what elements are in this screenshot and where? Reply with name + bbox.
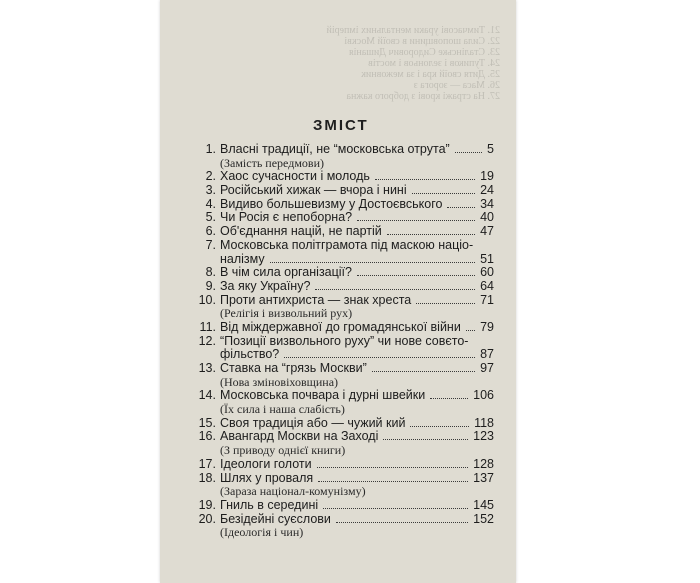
leader-dots bbox=[318, 480, 468, 482]
page-title: ЗМІСТ bbox=[313, 117, 369, 134]
toc-entry-title: Ставка на “грязь Москви” bbox=[220, 361, 367, 375]
toc-page-number: 152 bbox=[473, 511, 494, 526]
toc-page-number: 64 bbox=[480, 278, 494, 293]
toc-entry bbox=[198, 430, 494, 444]
table-of-contents bbox=[198, 143, 494, 540]
leader-dots bbox=[284, 356, 475, 358]
toc-entry bbox=[198, 294, 494, 308]
toc-entry-number: 5. bbox=[205, 210, 216, 225]
toc-page-number: 118 bbox=[474, 415, 494, 430]
toc-page-number: 40 bbox=[480, 210, 494, 225]
toc-entry-number: 6. bbox=[205, 224, 216, 239]
toc-entry-title: Безідейні суєслови bbox=[220, 511, 331, 526]
toc-entry bbox=[198, 170, 494, 184]
toc-entry-title: Об'єднання націй, не партій bbox=[220, 224, 382, 239]
toc-entry-title: Гниль в середині bbox=[220, 497, 319, 512]
toc-entry bbox=[198, 362, 494, 376]
toc-entry-title: Проти антихриста — знак хреста bbox=[220, 292, 412, 307]
toc-entry bbox=[198, 266, 494, 280]
toc-entry-number: 8. bbox=[205, 265, 216, 280]
toc-subtitle: (Їх сила і наша слабість) bbox=[220, 402, 345, 417]
toc-entry-title: Російський хижак — вчора і нині bbox=[220, 183, 407, 198]
toc-entry-number: 16. bbox=[198, 429, 216, 444]
toc-entry-number: 10. bbox=[198, 292, 216, 307]
toc-page-number: 19 bbox=[480, 169, 494, 184]
toc-entry-title: Авангард Москви на Заході bbox=[220, 429, 379, 444]
toc-page-number: 123 bbox=[473, 429, 494, 444]
leader-dots bbox=[317, 466, 468, 468]
toc-subtitle-row bbox=[198, 376, 494, 390]
toc-entry-number: 4. bbox=[205, 196, 216, 211]
toc-page-number: 51 bbox=[480, 251, 494, 266]
toc-subtitle: (Нова змінoвіховщина) bbox=[220, 374, 339, 389]
toc-page-number: 71 bbox=[480, 292, 494, 307]
toc-entry-number: 19. bbox=[198, 497, 216, 512]
bleed-line: 21. Тимчасові ураки ментальних імперій bbox=[326, 25, 500, 36]
toc-subtitle: (Ідеологія і чин) bbox=[220, 525, 304, 540]
leader-dots bbox=[357, 274, 475, 276]
toc-entry-title: В чім сила організації? bbox=[220, 265, 352, 280]
toc-page-number: 34 bbox=[480, 196, 494, 211]
leader-dots bbox=[466, 329, 475, 331]
toc-entry-title: Власні традиції, не “московська отрута” bbox=[220, 142, 450, 156]
toc-entry bbox=[198, 499, 494, 513]
toc-entry-number: 17. bbox=[198, 456, 216, 471]
toc-entry-title: налізму bbox=[220, 251, 265, 266]
toc-subtitle-row bbox=[198, 403, 494, 417]
toc-subtitle-row bbox=[198, 157, 494, 171]
leader-dots bbox=[430, 397, 468, 399]
toc-entry bbox=[198, 321, 494, 335]
toc-entry-title: Московська політграмота під маскою націо- bbox=[220, 237, 474, 252]
toc-page-number: 87 bbox=[480, 347, 494, 362]
leader-dots bbox=[357, 219, 475, 221]
toc-entry-number: 11. bbox=[199, 319, 216, 334]
toc-page-number: 137 bbox=[473, 470, 494, 485]
leader-dots bbox=[455, 151, 482, 153]
bleed-line: 26. Маса — зорога з bbox=[413, 80, 500, 91]
toc-entry-number: 20. bbox=[198, 511, 216, 526]
toc-page-number: 128 bbox=[473, 456, 494, 471]
toc-subtitle-row bbox=[198, 485, 494, 499]
toc-subtitle-row bbox=[198, 526, 494, 540]
toc-entry-title: Ідеологи голоти bbox=[220, 456, 312, 471]
toc-entry-number: 3. bbox=[205, 183, 216, 198]
toc-entry-number: 18. bbox=[198, 470, 216, 485]
toc-page-number: 79 bbox=[480, 319, 494, 334]
leader-dots bbox=[336, 521, 468, 523]
toc-entry-title: Чи Росія є непоборна? bbox=[220, 210, 353, 225]
toc-subtitle-row bbox=[198, 307, 494, 321]
toc-page-number: 24 bbox=[480, 183, 494, 198]
leader-dots bbox=[315, 288, 475, 290]
leader-dots bbox=[447, 206, 475, 208]
toc-entry-title: Московська почвара і дурні швейки bbox=[220, 388, 426, 403]
toc-page-number: 145 bbox=[473, 497, 494, 512]
leader-dots bbox=[375, 178, 475, 180]
toc-entry bbox=[198, 198, 494, 212]
toc-entry bbox=[198, 184, 494, 198]
bleed-line: 24. Тупиков і зелоньов і мостів bbox=[368, 58, 500, 69]
toc-subtitle: (Релігія і визвольний рух) bbox=[220, 306, 353, 321]
toc-entry-title: фільство? bbox=[220, 347, 280, 362]
toc-entry-number: 9. bbox=[205, 278, 216, 293]
toc-entry-number: 14. bbox=[198, 388, 216, 403]
toc-entry-title: Хаос сучасности і молодь bbox=[220, 169, 370, 184]
toc-entry-title: Видиво большевизму у Достоєвського bbox=[220, 196, 443, 211]
toc-subtitle: (Зараза націонал-комунізму) bbox=[220, 484, 366, 499]
toc-entry-title: Від міждержавної до громадянської війни bbox=[220, 319, 461, 334]
bleed-line: 23. Сталінське Сидорович Дишанія bbox=[349, 47, 500, 58]
toc-entry bbox=[198, 253, 494, 267]
bleed-through-text bbox=[270, 25, 500, 135]
toc-page-number: 47 bbox=[480, 224, 494, 239]
toc-entry-number: 1. bbox=[205, 142, 216, 156]
toc-entry bbox=[198, 458, 494, 472]
bleed-line: 27. На стражі крові з доброго кажна bbox=[346, 91, 500, 102]
toc-entry bbox=[198, 225, 494, 239]
toc-entry bbox=[198, 280, 494, 294]
leader-dots bbox=[372, 370, 475, 372]
toc-entry-number: 15. bbox=[198, 415, 216, 430]
toc-entry-title: Шлях у проваля bbox=[220, 470, 314, 485]
toc-entry-title: “Позиції визвольного руху” чи нове совєто- bbox=[220, 333, 469, 348]
leader-dots bbox=[412, 192, 475, 194]
leader-dots bbox=[410, 425, 469, 427]
toc-entry bbox=[198, 417, 494, 431]
leader-dots bbox=[387, 233, 475, 235]
toc-subtitle-row bbox=[198, 444, 494, 458]
toc-entry bbox=[198, 211, 494, 225]
toc-entry bbox=[198, 348, 494, 362]
toc-entry bbox=[198, 513, 494, 527]
bleed-line: 25. Дитя своїй кра і за межовник bbox=[361, 69, 500, 80]
leader-dots bbox=[323, 507, 468, 509]
toc-entry-number: 13. bbox=[198, 361, 216, 375]
toc-page-number: 5 bbox=[487, 142, 494, 156]
leader-dots bbox=[270, 261, 475, 263]
toc-page-number: 97 bbox=[480, 361, 494, 375]
toc-entry bbox=[198, 335, 494, 349]
toc-entry bbox=[198, 472, 494, 486]
leader-dots bbox=[416, 302, 475, 304]
toc-entry-number: 7. bbox=[205, 237, 216, 252]
toc-entry-number: 12. bbox=[198, 333, 216, 348]
toc-entry-title: Своя традиція або — чужий кий bbox=[220, 415, 406, 430]
toc-subtitle: (З приводу однієї книги) bbox=[220, 443, 346, 458]
leader-dots bbox=[383, 438, 468, 440]
toc-entry-title: За яку Україну? bbox=[220, 278, 311, 293]
toc-entry bbox=[198, 239, 494, 253]
toc-page-number: 60 bbox=[480, 265, 494, 280]
bleed-line: 22. Сила шоповщини в своїй Москві bbox=[344, 36, 500, 47]
toc-subtitle: (Замість передмови) bbox=[220, 155, 325, 170]
toc-page-number: 106 bbox=[473, 388, 494, 403]
toc-entry-number: 2. bbox=[205, 169, 216, 184]
toc-entry bbox=[198, 143, 494, 157]
toc-entry bbox=[198, 389, 494, 403]
